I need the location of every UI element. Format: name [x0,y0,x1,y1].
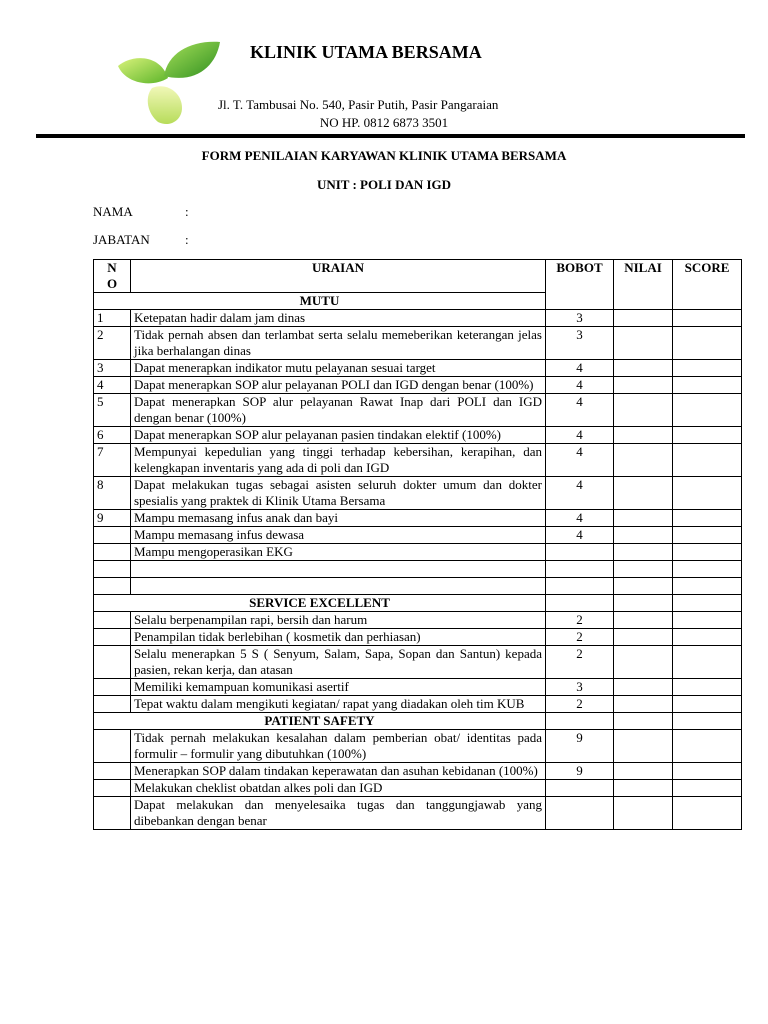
bobot-value: 4 [546,527,614,544]
table-row [94,797,742,830]
bobot-value: 3 [546,310,614,327]
row-description: Dapat menerapkan SOP alur pelayanan pasien tindakan elektif (100%) [131,427,546,444]
score-cell[interactable] [673,427,742,444]
nilai-cell[interactable] [614,629,673,646]
row-description: Dapat menerapkan indikator mutu pelayanan sesuai target [131,360,546,377]
score-cell[interactable] [673,544,742,561]
score-cell[interactable] [673,629,742,646]
blank-description-cell [131,578,546,595]
row-number [94,780,131,797]
nilai-cell[interactable] [614,797,673,830]
nilai-cell[interactable] [614,730,673,763]
section-title-mutu: MUTU [94,293,546,310]
score-cell[interactable] [673,612,742,629]
table-row [94,730,742,763]
bobot-value: 4 [546,444,614,477]
section-row-patient-safety [94,713,742,730]
table-row [94,544,742,561]
assessment-table [93,259,742,830]
row-description: Tidak pernah absen dan terlambat serta selalu memeberikan keterangan jelas jika berhalangan dinas [131,327,546,360]
table-row [94,444,742,477]
clinic-name: KLINIK UTAMA BERSAMA [250,42,482,62]
table-row [94,510,742,527]
blank-no-cell [94,578,131,595]
blank-row [94,578,742,595]
row-number: 5 [94,394,131,427]
bobot-value: 4 [546,394,614,427]
nama-field [93,204,189,220]
row-number [94,544,131,561]
row-description: Selalu berpenampilan rapi, bersih dan harum [131,612,546,629]
bobot-value: 2 [546,696,614,713]
row-number [94,629,131,646]
row-number [94,797,131,830]
blank-bobot-cell [546,578,614,595]
jabatan-field [93,232,189,248]
table-header-row [94,260,742,293]
table-row [94,780,742,797]
nilai-cell[interactable] [614,646,673,679]
row-number: 6 [94,427,131,444]
score-cell[interactable] [673,578,742,595]
row-number: 3 [94,360,131,377]
score-cell[interactable] [673,377,742,394]
bobot-value [546,797,614,830]
row-number: 4 [94,377,131,394]
row-number [94,679,131,696]
bobot-value: 9 [546,730,614,763]
row-description: Dapat menerapkan SOP alur pelayanan POLI dan IGD dengan benar (100%) [131,377,546,394]
row-description: Dapat menerapkan SOP alur pelayanan Rawat Inap dari POLI dan IGD dengan benar (100%) [131,394,546,427]
nilai-cell[interactable] [614,427,673,444]
section-nilai-cell [614,595,673,612]
row-number: 8 [94,477,131,510]
nilai-cell[interactable] [614,696,673,713]
nilai-cell[interactable] [614,544,673,561]
nilai-cell[interactable] [614,377,673,394]
section-score-cell [673,595,742,612]
row-number: 2 [94,327,131,360]
score-cell[interactable] [673,797,742,830]
section-bobot-cell [546,595,614,612]
score-cell[interactable] [673,763,742,780]
row-number [94,527,131,544]
score-cell[interactable] [673,477,742,510]
clinic-address: Jl. T. Tambusai No. 540, Pasir Putih, Pasir Pangaraian [218,97,499,112]
blank-description-cell [131,561,546,578]
blank-bobot-cell [546,561,614,578]
table-row [94,696,742,713]
col-header-bobot: BOBOT [546,260,614,310]
nilai-cell[interactable] [614,394,673,427]
bobot-value: 9 [546,763,614,780]
section-row-service-excellent [94,595,742,612]
bobot-value: 3 [546,327,614,360]
bobot-value: 2 [546,646,614,679]
nilai-cell[interactable] [614,444,673,477]
score-cell[interactable] [673,561,742,578]
col-header-uraian: URAIAN [131,260,546,293]
row-number: 1 [94,310,131,327]
row-description: Penampilan tidak berlebihan ( kosmetik dan perhiasan) [131,629,546,646]
blank-row [94,561,742,578]
bobot-value [546,544,614,561]
row-description: Menerapkan SOP dalam tindakan keperawatan dan asuhan kebidanan (100%) [131,763,546,780]
row-description: Dapat melakukan dan menyelesaika tugas dan tanggungjawab yang dibebankan dengan benar [131,797,546,830]
nama-colon: : [185,204,189,219]
row-number: 7 [94,444,131,477]
nilai-cell[interactable] [614,561,673,578]
section-bobot-cell [546,713,614,730]
table-row [94,679,742,696]
score-cell[interactable] [673,327,742,360]
bobot-value: 4 [546,360,614,377]
bobot-value: 4 [546,377,614,394]
score-cell[interactable] [673,394,742,427]
table-row [94,360,742,377]
nilai-cell[interactable] [614,510,673,527]
row-number [94,646,131,679]
score-cell[interactable] [673,510,742,527]
section-nilai-cell [614,713,673,730]
clinic-phone: NO HP. 0812 6873 3501 [319,115,449,130]
bobot-value: 2 [546,629,614,646]
row-description: Tidak pernah melakukan kesalahan dalam pemberian obat/ identitas pada formulir – formulir yang dibutuhkan (100%) [131,730,546,763]
section-score-cell [673,713,742,730]
col-header-score: SCORE [673,260,742,310]
row-description: Melakukan cheklist obatdan alkes poli dan IGD [131,780,546,797]
section-title-patient-safety: PATIENT SAFETY [94,713,546,730]
score-cell[interactable] [673,696,742,713]
nilai-cell[interactable] [614,360,673,377]
nilai-cell[interactable] [614,763,673,780]
table-row [94,310,742,327]
score-cell[interactable] [673,679,742,696]
nama-label: NAMA [93,204,133,219]
row-number: 9 [94,510,131,527]
score-cell[interactable] [673,780,742,797]
nilai-cell[interactable] [614,780,673,797]
score-cell[interactable] [673,444,742,477]
jabatan-label: JABATAN [93,232,150,247]
row-description: Memiliki kemampuan komunikasi asertif [131,679,546,696]
row-description: Mampu mengoperasikan EKG [131,544,546,561]
col-header-nilai: NILAI [614,260,673,310]
row-description: Dapat melakukan tugas sebagai asisten seluruh dokter umum dan dokter spesialis yang praktek di Klinik Utama Bersama [131,477,546,510]
bobot-value: 4 [546,510,614,527]
row-number [94,696,131,713]
form-title: FORM PENILAIAN KARYAWAN KLINIK UTAMA BERSAMA [201,148,567,163]
table-row [94,394,742,427]
score-cell[interactable] [673,527,742,544]
table-row [94,377,742,394]
nilai-cell[interactable] [614,310,673,327]
nilai-cell[interactable] [614,612,673,629]
section-title-service-excellent: SERVICE EXCELLENT [94,595,546,612]
row-description: Selalu menerapkan 5 S ( Senyum, Salam, Sapa, Sopan dan Santun) kepada pasien, rekan kerja, dan atasan [131,646,546,679]
row-description: Mempunyai kepedulian yang tinggi terhadap kebersihan, kerapihan, dan kelengkapan inventaris yang ada di poli dan IGD [131,444,546,477]
table-row [94,629,742,646]
bobot-value: 3 [546,679,614,696]
blank-no-cell [94,561,131,578]
row-description: Mampu memasang infus anak dan bayi [131,510,546,527]
col-header-no: N O [94,260,131,293]
table-row [94,763,742,780]
score-cell[interactable] [673,730,742,763]
bobot-value: 4 [546,427,614,444]
score-cell[interactable] [673,646,742,679]
header-divider [36,134,745,138]
table-row [94,646,742,679]
jabatan-colon: : [185,232,189,247]
nilai-cell[interactable] [614,527,673,544]
score-cell[interactable] [673,360,742,377]
table-row [94,612,742,629]
row-description: Mampu memasang infus dewasa [131,527,546,544]
nilai-cell[interactable] [614,679,673,696]
row-number [94,763,131,780]
nilai-cell[interactable] [614,477,673,510]
unit-title: UNIT : POLI DAN IGD [316,177,452,192]
row-description: Ketepatan hadir dalam jam dinas [131,310,546,327]
score-cell[interactable] [673,310,742,327]
nilai-cell[interactable] [614,578,673,595]
bobot-value: 2 [546,612,614,629]
nilai-cell[interactable] [614,327,673,360]
table-row [94,327,742,360]
bobot-value: 4 [546,477,614,510]
row-number [94,730,131,763]
row-description: Tepat waktu dalam mengikuti kegiatan/ rapat yang diadakan oleh tim KUB [131,696,546,713]
table-row [94,477,742,510]
bobot-value [546,780,614,797]
row-number [94,612,131,629]
table-row [94,527,742,544]
table-row [94,427,742,444]
